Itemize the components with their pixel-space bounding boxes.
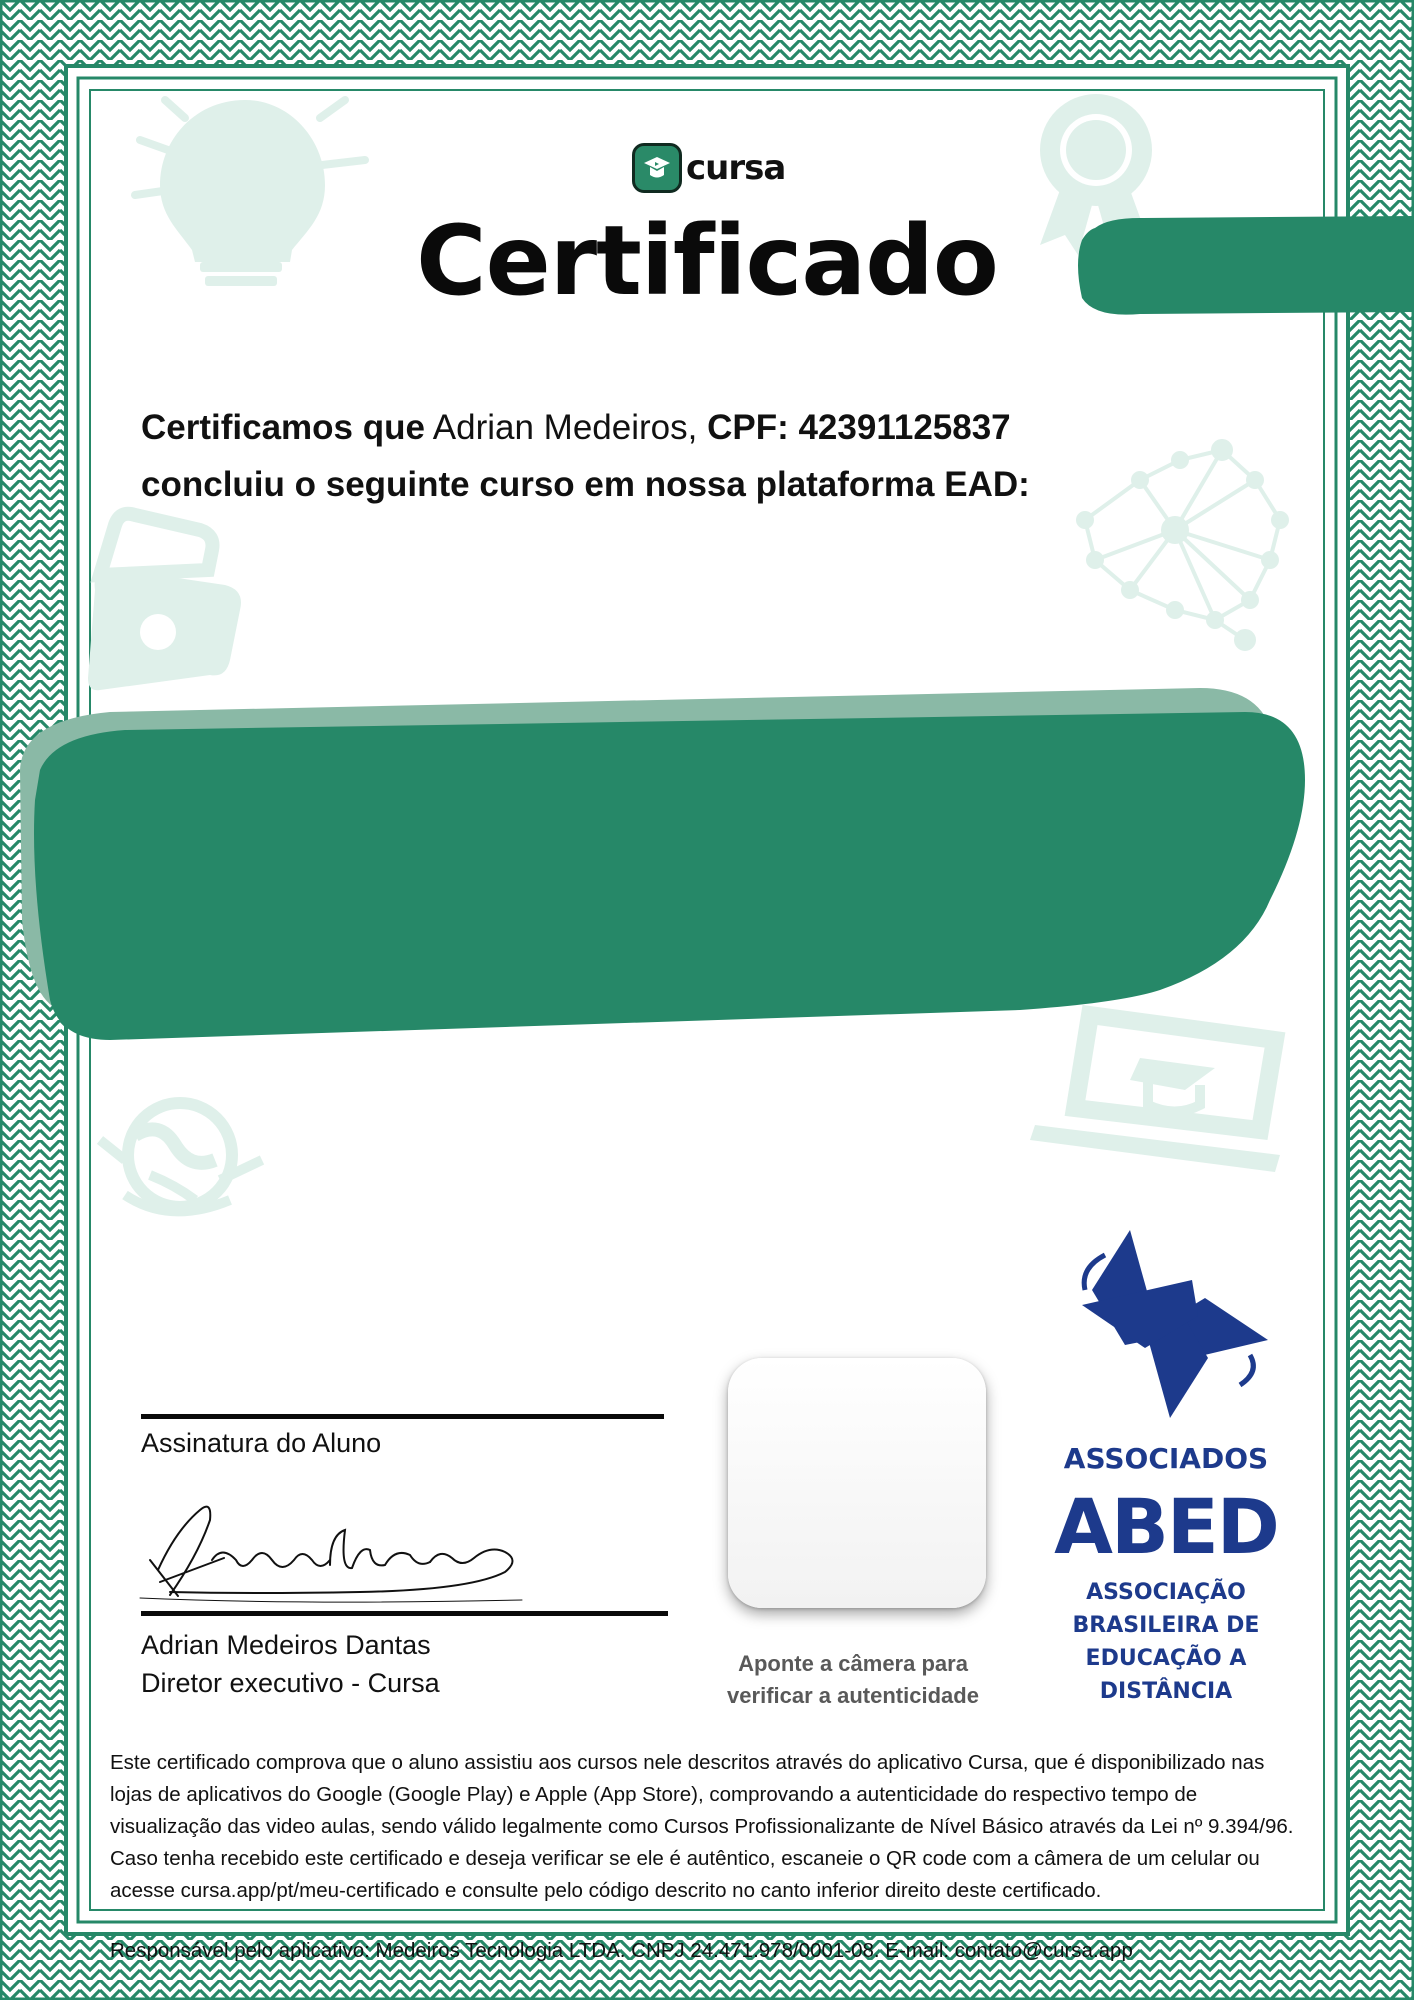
abed-full-name: [1040, 1576, 1292, 1708]
qr-caption-line-1: Aponte a câmera para: [738, 1651, 968, 1676]
director-name: Adrian Medeiros Dantas: [141, 1630, 431, 1660]
director-signature-line: [141, 1611, 668, 1616]
qr-caption-line-2: verificar a autenticidade: [727, 1683, 979, 1708]
abed-full-line-2: BRASILEIRA DE: [1072, 1613, 1260, 1638]
director-role: Diretor executivo - Cursa: [141, 1668, 440, 1698]
abed-star-logo: [1082, 1230, 1268, 1418]
student-signature-label: Assinatura do Aluno: [141, 1428, 382, 1458]
director-signature: [140, 1507, 522, 1602]
abed-full-line-1: ASSOCIAÇÃO: [1086, 1580, 1246, 1605]
intro-line-2: concluiu o seguinte curso em nossa plataforma EAD:: [141, 465, 1030, 504]
intro-prefix: Certificamos que: [141, 408, 425, 447]
student-name: Adrian Medeiros,: [432, 408, 698, 447]
cursa-logo: [632, 140, 792, 196]
footer-responsible: Responsável pelo aplicativo: Medeiros Tecnologia LTDA. CNPJ 24.471.978/0001-08. E-mail: contato@cursa.app: [110, 1939, 1133, 1962]
student-cpf: CPF: 42391125837: [707, 408, 1011, 447]
laptop-graduation-icon: [1030, 1015, 1280, 1172]
graduation-play-icon: [632, 143, 682, 193]
logo-text: cursa: [686, 148, 786, 188]
network-brain-icon: [1078, 441, 1287, 649]
briefcase-icon: [88, 514, 241, 691]
abed-full-line-3: EDUCAÇÃO A: [1085, 1646, 1247, 1671]
qr-code-box[interactable]: [728, 1358, 986, 1608]
footer-legal-text: Este certificado comprova que o aluno assistiu aos cursos nele descritos através do aplicativo Cursa, que é disponibilizado nas lojas de aplicativos do Google (Google Play) e Apple (App Store), comprovando a autenticidade do respectivo tempo de visualização das video aulas, sendo válido legalmente como Cursos Profissionalizante de Nível Básico através da Lei nº 9.394/96. Caso tenha recebido este certificado e deseja verificar se ele é autêntico, escaneie o QR code com a câmera de um celular ou acesse cursa.app/pt/meu-certificado e consulte pelo código descrito no canto inferior direito deste certificado.: [110, 1751, 1294, 1902]
course-banner: [34, 712, 1305, 1040]
certificate-title: Certificado: [416, 205, 998, 317]
student-signature-line: [141, 1414, 664, 1419]
abed-full-line-4: DISTÂNCIA: [1099, 1679, 1233, 1704]
globe-plane-icon: [100, 1103, 262, 1211]
abed-associados-label: ASSOCIADOS: [1063, 1442, 1269, 1475]
intro-line-1: [141, 408, 1011, 448]
abed-name: ABED: [1054, 1482, 1278, 1571]
qr-caption: [700, 1648, 1006, 1712]
